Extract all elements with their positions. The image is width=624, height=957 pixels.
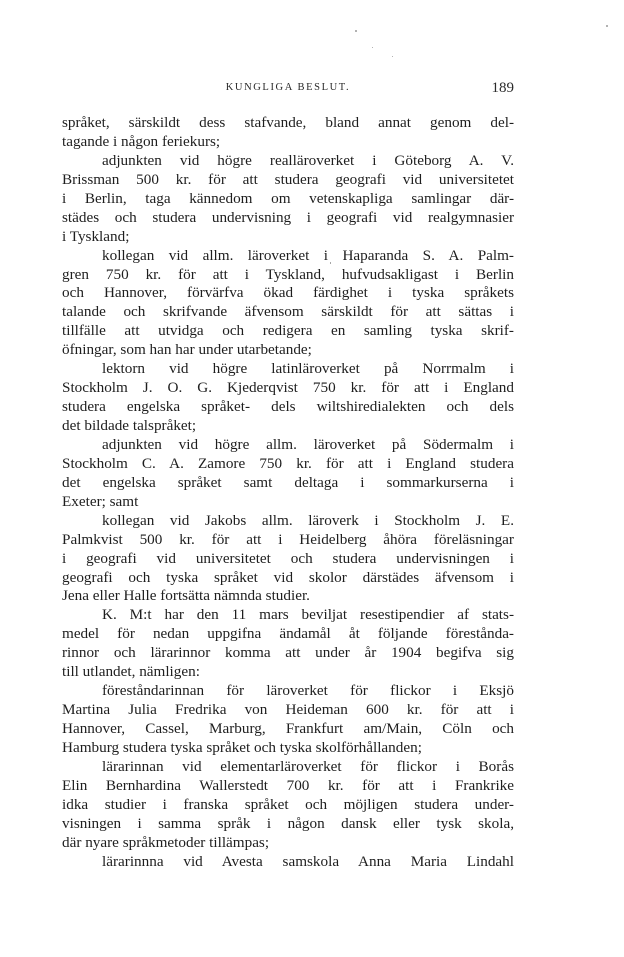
text-line: studera engelska språket- dels wiltshiredialekten och dels: [62, 398, 514, 416]
text-line: gren 750 kr. för att i Tyskland, hufvudsakligast i Berlin: [62, 265, 514, 283]
text-line: Stockholm J. O. G. Kjederqvist 750 kr. för att i England: [62, 379, 514, 397]
text-line: till utlandet, nämligen:: [62, 663, 200, 681]
text-line: föreståndarinnan för läroverket för flickor i Eksjö: [102, 682, 514, 700]
text-line: adjunkten vid högre allm. läroverket på Södermalm i: [102, 435, 514, 453]
text-line: i geografi vid universitetet och studera undervisningen i: [62, 549, 514, 567]
text-line: i Berlin, taga kännedom om vetenskapliga samlingar där-: [62, 189, 514, 207]
text-line: där nyare språkmetoder tillämpas;: [62, 833, 270, 851]
text-line: Hamburg studera tyska språket och tyska skolförhållanden;: [62, 738, 422, 756]
text-line: visningen i samma språk i någon dansk eller tysk skola,: [62, 814, 514, 832]
text-line: Exeter; samt: [62, 492, 139, 510]
page-header: [62, 80, 514, 100]
text-line: lektorn vid högre latinläroverket på Norrmalm i: [102, 360, 514, 378]
text-line: Palmkvist 500 kr. för att i Heidelberg åhöra föreläsningar: [62, 530, 514, 548]
text-line: kollegan vid allm. läroverket i Haparanda S. A. Palm-: [102, 246, 514, 264]
text-line: tillfälle att utvidga och redigera en samling tyska skrif-: [62, 322, 514, 340]
text-line: idka studier i franska språket och möjligen studera under-: [62, 795, 514, 813]
text-line: Jena eller Halle fortsätta nämnda studier.: [62, 587, 310, 605]
text-line: adjunkten vid högre realläroverket i Göteborg A. V.: [102, 151, 514, 169]
text-line: geografi och tyska språket vid skolor därstädes äfvensom i: [62, 568, 514, 586]
text-line: rinnor och lärarinnor komma att under år 1904 begifva sig: [62, 644, 514, 662]
text-line: Brissman 500 kr. för att studera geografi vid universitetet: [62, 170, 514, 188]
text-line: Martina Julia Fredrika von Heideman 600 kr. för att i: [62, 701, 514, 719]
text-line: det bildade talspråket;: [62, 417, 197, 434]
text-line: öfningar, som han har under utarbetande;: [62, 341, 312, 359]
text-line: Elin Bernhardina Wallerstedt 700 kr. för att i Frankrike: [62, 776, 514, 794]
text-line: Hannover, Cassel, Marburg, Frankfurt am/Main, Cöln och: [62, 720, 514, 737]
paper-speck: [392, 56, 393, 57]
paper-speck: [606, 25, 608, 27]
paper-speck: [372, 47, 373, 48]
text-line: lärarinnna vid Avesta samskola Anna Maria Lindahl: [102, 852, 514, 870]
body-text: [62, 114, 514, 872]
text-line: språket, särskildt dess stafvande, bland annat genom del-: [62, 114, 514, 131]
text-line: talande och skrifvande äfvensom särskildt för att sättas i: [62, 303, 514, 321]
text-line: Stockholm C. A. Zamore 750 kr. för att i England studera: [62, 454, 514, 472]
text-line: det engelska språket samt deltaga i sommarkurserna i: [62, 473, 514, 491]
paper-speck: [355, 30, 357, 32]
text-line: kollegan vid Jakobs allm. läroverk i Stockholm J. E.: [102, 511, 514, 529]
text-line: K. M:t har den 11 mars beviljat resestipendier af stats-: [102, 606, 514, 624]
page-number: 189: [491, 80, 514, 96]
text-line: städes och studera undervisning i geografi vid realgymnasier: [62, 208, 514, 226]
text-line: lärarinnan vid elementarläroverket för flickor i Borås: [102, 757, 514, 775]
text-line: och Hannover, förvärfva ökad färdighet i tyska språkets: [62, 284, 514, 302]
running-title: KUNGLIGA BESLUT.: [225, 82, 351, 93]
text-line: tagande i någon feriekurs;: [62, 132, 221, 150]
text-line: i Tyskland;: [62, 227, 130, 245]
text-line: medel för nedan uppgifna ändamål åt följande förestånda-: [62, 625, 514, 643]
